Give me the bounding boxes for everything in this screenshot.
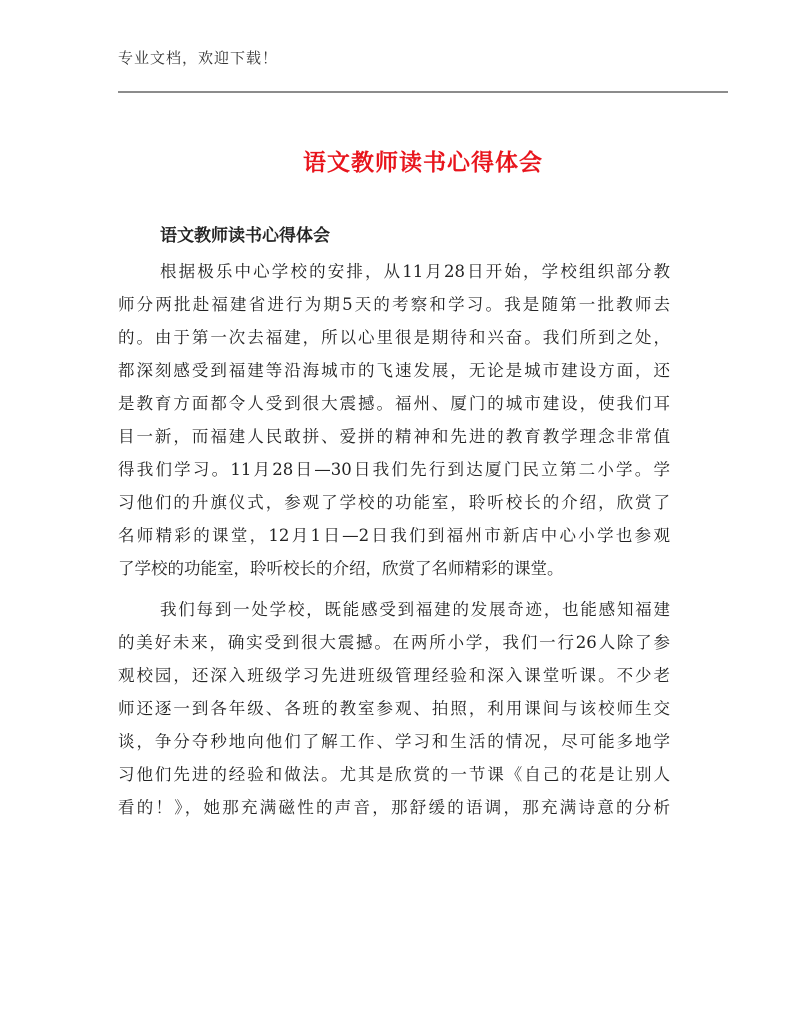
section-heading: 语文教师读书心得体会 <box>160 226 330 246</box>
body-text <box>118 255 670 824</box>
header-divider <box>118 91 728 93</box>
document-title: 语文教师读书心得体会 <box>303 149 543 176</box>
paragraph-2-line-1: 我们每到一处学校，既能感受到福建的发展奇迹，也能感知福建 <box>160 600 670 619</box>
paragraph-1-line-8: 习他们的升旗仪式，参观了学校的功能室，聆听校长的介绍，欣赏了 <box>118 493 670 512</box>
paragraph-1-line-3: 的。由于第一次去福建，所以心里很是期待和兴奋。我们所到之处， <box>118 328 670 347</box>
paragraph-1-line-6: 目一新，而福建人民敢拼、爱拼的精神和先进的教育教学理念非常值 <box>118 427 670 446</box>
paragraph-1-line-5: 是教育方面都令人受到很大震撼。福州、厦门的城市建设，使我们耳 <box>118 394 670 413</box>
paragraph-2-line-3: 观校园，还深入班级学习先进班级管理经验和深入课堂听课。不少老 <box>118 666 670 685</box>
paragraph-1-line-4: 都深刻感受到福建等沿海城市的飞速发展，无论是城市建设方面，还 <box>118 361 670 380</box>
paragraph-1-line-2: 师分两批赴福建省进行为期5天的考察和学习。我是随第一批教师去 <box>118 295 670 314</box>
paragraph-2-line-5: 谈，争分夺秒地向他们了解工作、学习和生活的情况，尽可能多地学 <box>118 732 670 751</box>
paragraph-1-line-10: 了学校的功能室，聆听校长的介绍，欣赏了名师精彩的课堂。 <box>118 559 564 578</box>
paragraph-1-line-9: 名师精彩的课堂，12月1日—2日我们到福州市新店中心小学也参观 <box>118 526 670 545</box>
paragraph-1-line-7: 得我们学习。11月28日—30日我们先行到达厦门民立第二小学。学 <box>118 460 670 479</box>
paragraph-2-line-2: 的美好未来，确实受到很大震撼。在两所小学，我们一行26人除了参 <box>118 633 670 652</box>
header-text: 专业文档，欢迎下载！ <box>118 49 279 67</box>
paragraph-2-line-7: 看的！》，她那充满磁性的声音，那舒缓的语调，那充满诗意的分析 <box>118 798 670 817</box>
paragraph-2-line-4: 师还逐一到各年级、各班的教室参观、拍照，利用课间与该校师生交 <box>118 699 670 718</box>
paragraph-2-line-6: 习他们先进的经验和做法。尤其是欣赏的一节课《自己的花是让别人 <box>118 765 670 784</box>
paragraph-1-line-1: 根据极乐中心学校的安排，从11月28日开始，学校组织部分教 <box>160 262 670 281</box>
